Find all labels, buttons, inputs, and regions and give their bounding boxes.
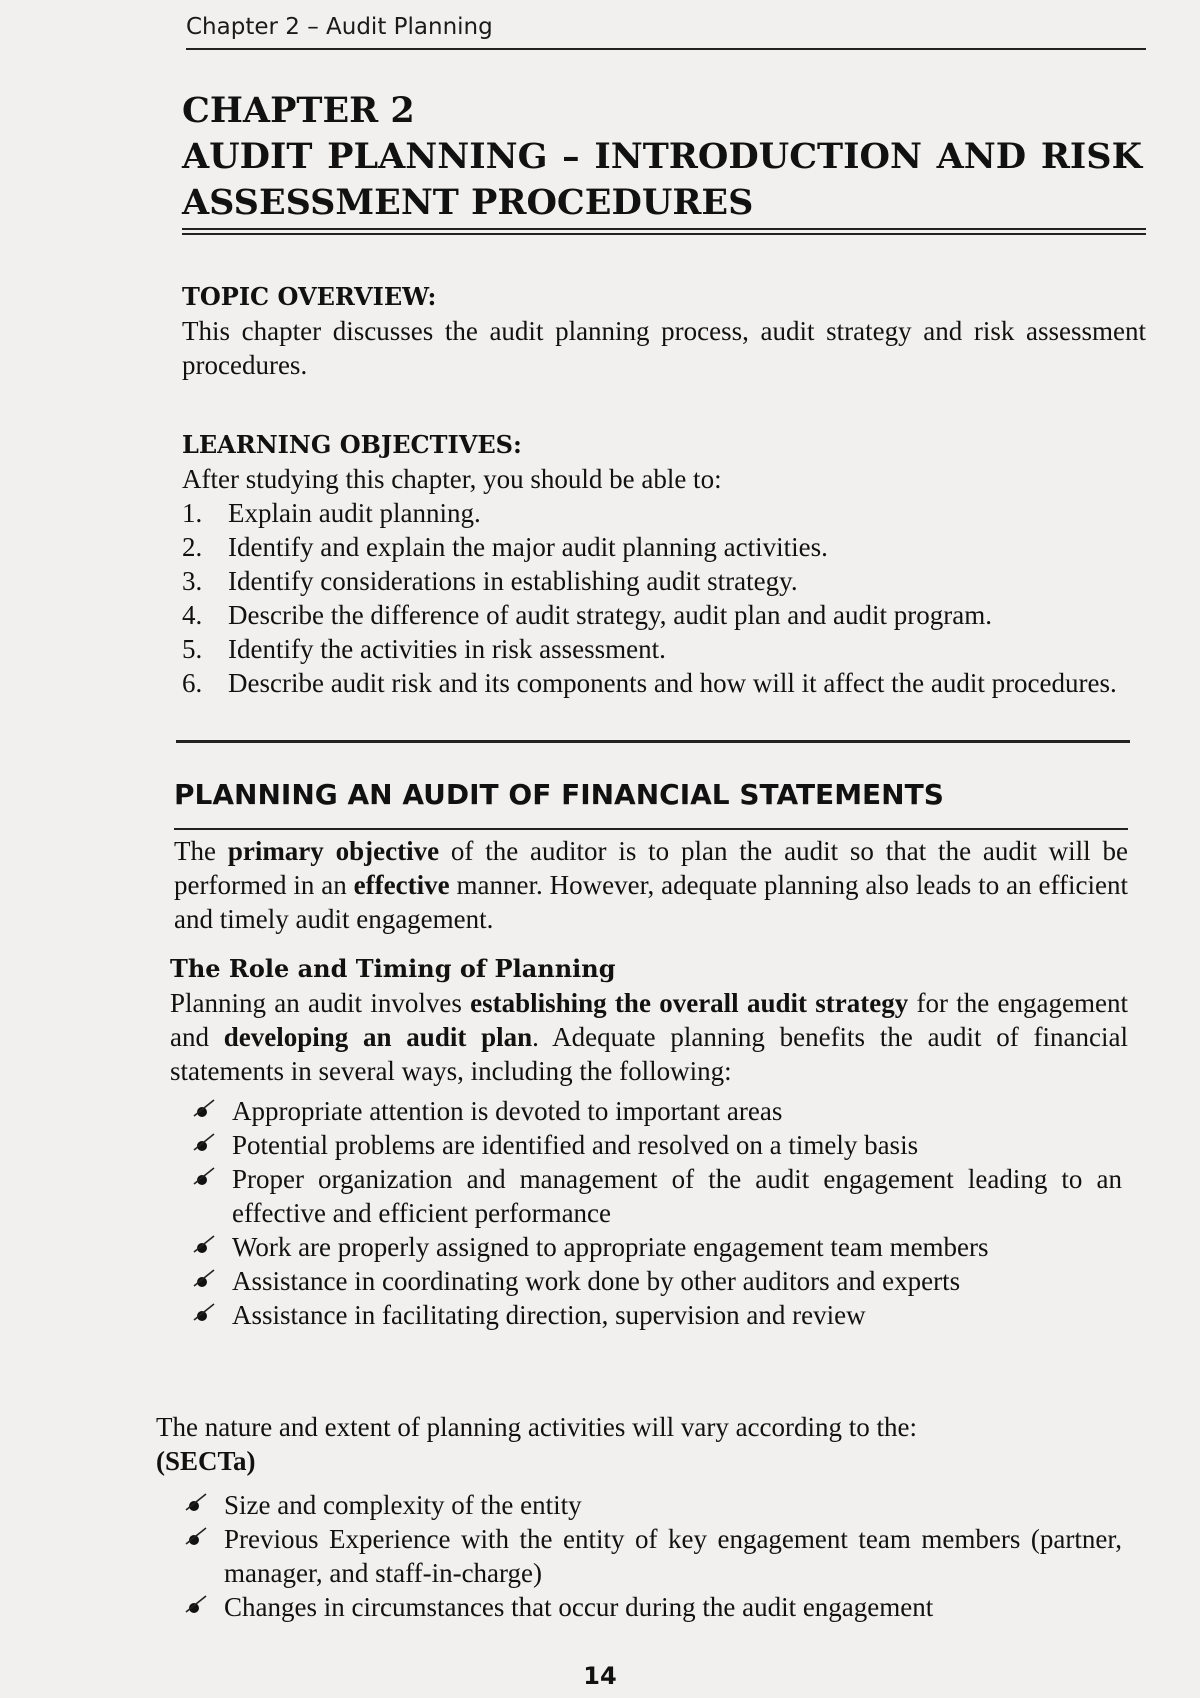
objective-item [182,564,1142,598]
objective-number: 2. [182,532,203,562]
para-text: manner. However, adequate planning also leads to an efficient and timely audit engagement. [174,870,1128,934]
objective-text: Identify and explain the major audit planning activities. [228,532,828,562]
secta-paragraph [156,1410,1122,1478]
planning-section [174,778,1128,812]
checked-bullet-icon [182,1524,210,1552]
benefit-text: Work are properly assigned to appropriate engagement team members [232,1232,989,1262]
planning-paragraph [170,986,1128,1088]
chapter-title-line-2: ASSESSMENT PROCEDURES [182,182,754,223]
para-text: Planning an audit involves [170,988,471,1018]
secta-intro: The nature and extent of planning activities will vary according to the: [156,1412,917,1442]
objective-number: 3. [182,566,203,596]
chapter-title [182,88,1142,226]
checked-bullet-icon [190,1164,218,1192]
para-text: . Adequate planning benefits the audit of financial statements in several ways, including the following: [170,1022,1129,1086]
secta-text: Previous Experience with the entity of key engagement team members (partner, manager, and staff-in-charge) [224,1524,1122,1588]
benefits-list [178,1094,1122,1332]
benefit-item [178,1094,1122,1128]
section-heading: PLANNING AN AUDIT OF FINANCIAL STATEMENTS [174,778,944,811]
para-bold: primary objective [227,836,440,866]
objective-item [182,598,1142,632]
secta-item [170,1488,1122,1522]
learning-objectives [182,428,1142,700]
benefit-text: Assistance in coordinating work done by other auditors and experts [232,1266,961,1296]
chapter-title-line-1: AUDIT PLANNING – INTRODUCTION AND RISK [182,136,1142,177]
para-bold: establishing the overall audit strategy [470,988,909,1018]
objective-text: Describe the difference of audit strategy, audit plan and audit program. [228,600,992,630]
objective-text: Describe audit risk and its components and how will it affect the audit procedures. [228,668,1117,698]
benefit-item [178,1128,1122,1162]
benefit-text: Proper organization and management of the audit engagement leading to an effective and efficient performance [232,1164,1122,1228]
objective-number: 4. [182,600,203,630]
benefit-text: Assistance in facilitating direction, supervision and review [232,1300,866,1330]
primary-objective-paragraph [174,834,1128,936]
benefit-item [178,1298,1122,1332]
checked-bullet-icon [190,1300,218,1328]
checked-bullet-icon [182,1592,210,1620]
secta-label: (SECTa) [156,1446,256,1476]
para-bold: developing an audit plan [223,1022,533,1052]
benefit-item [178,1230,1122,1264]
subheading-text: The Role and Timing of Planning [170,954,616,983]
objective-text: Identify the activities in risk assessment. [228,634,666,664]
objective-item [182,632,1142,666]
para-bold: effective [353,870,450,900]
checked-bullet-icon [190,1096,218,1124]
objective-number: 5. [182,634,203,664]
objective-number: 6. [182,668,203,698]
topic-overview-text: This chapter discusses the audit planning process, audit strategy and risk assessment procedures. [182,316,1146,380]
learning-objectives-heading: LEARNING OBJECTIVES: [182,430,522,459]
header-rule [186,48,1146,50]
benefit-item [178,1264,1122,1298]
secta-item [170,1522,1122,1590]
para-text: for the engagement and [170,988,1128,1052]
chapter-number: CHAPTER 2 [182,90,415,131]
secta-block [170,1488,1122,1624]
page-number: 14 [583,1662,617,1690]
role-timing-subheading [170,952,1124,986]
objectives-list [182,496,1142,700]
secta-text: Changes in circumstances that occur during the audit engagement [224,1592,934,1622]
objective-text: Identify considerations in establishing audit strategy. [228,566,798,596]
checked-bullet-icon [190,1266,218,1294]
secta-item [170,1590,1122,1624]
running-head: Chapter 2 – Audit Planning [186,14,493,40]
learning-objectives-intro: After studying this chapter, you should be able to: [182,464,722,494]
checked-bullet-icon [190,1232,218,1260]
section-rule [174,828,1128,830]
objective-item [182,530,1142,564]
topic-overview-heading: TOPIC OVERVIEW: [182,282,437,311]
benefit-text: Potential problems are identified and resolved on a timely basis [232,1130,919,1160]
benefit-text: Appropriate attention is devoted to important areas [232,1096,783,1126]
para-text: of the auditor is to plan the audit so that the audit will be performed in an [174,836,1128,900]
para-text: The [174,836,228,866]
secta-text: Size and complexity of the entity [224,1490,582,1520]
objective-text: Explain audit planning. [228,498,481,528]
benefit-item [178,1162,1122,1230]
secta-list [170,1488,1122,1624]
objective-item [182,666,1142,700]
objective-item [182,496,1142,530]
checked-bullet-icon [182,1490,210,1518]
checked-bullet-icon [190,1130,218,1158]
topic-overview [182,280,1146,382]
benefits-block [178,1094,1122,1332]
title-rule [182,228,1146,235]
objectives-rule [176,740,1130,743]
objective-number: 1. [182,498,203,528]
